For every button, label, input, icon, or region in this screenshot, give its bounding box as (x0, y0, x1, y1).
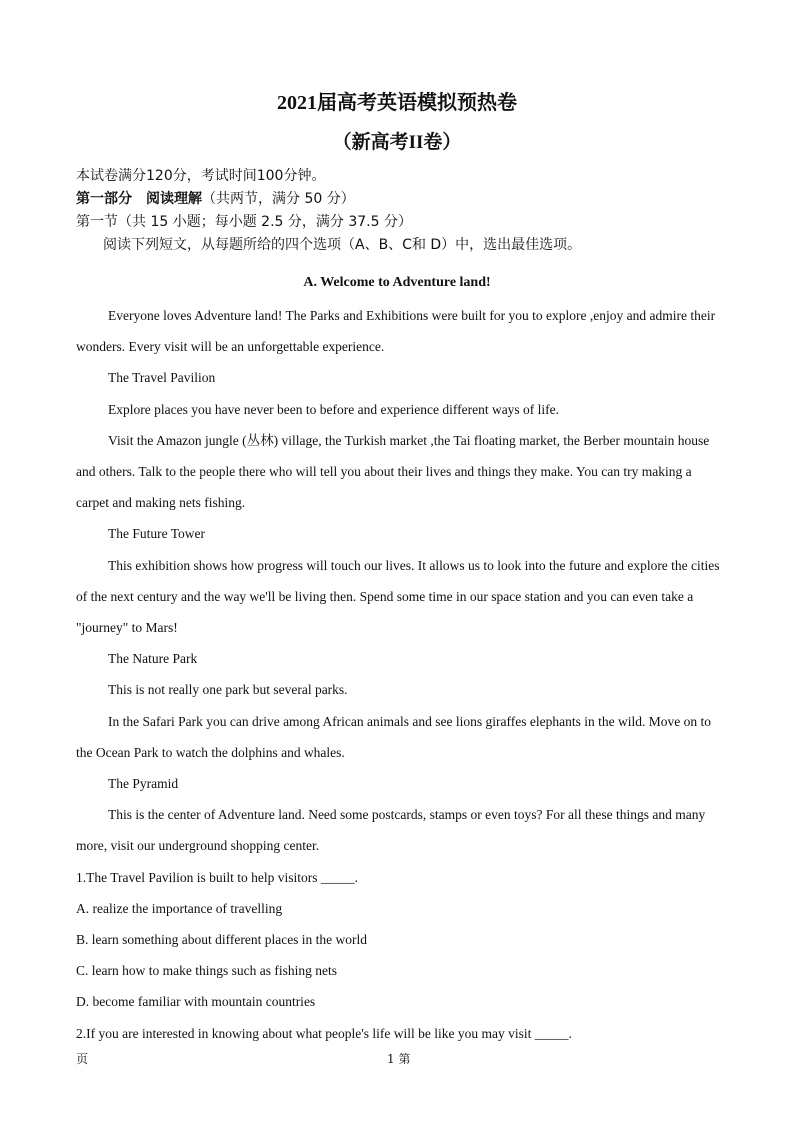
page-number: 1 第 (387, 1052, 411, 1066)
footer-left: 页 (76, 1052, 89, 1066)
question-1-option-c: C. learn how to make things such as fishing nets (76, 963, 337, 979)
paragraph: This exhibition shows how progress will touch our lives. It allows us to look into the future and explore the cities of the next century and the way we'll be living then. Spend some time in our space station and you can even take a "journey" to Mars! (76, 557, 720, 636)
question-1-option-b: B. learn something about different places in the world (76, 932, 368, 948)
instruction-text: 阅读下列短文，从每题所给的四个选项（A、B、C和 D）中，选出最佳选项。 (103, 237, 582, 253)
paragraph: In the Safari Park you can drive among African animals and see lions giraffes elephants in the wild. Move on to the Ocean Park to watch the dolphins and whales. (76, 713, 711, 760)
passage-title: A. Welcome to Adventure land! (303, 275, 491, 290)
paragraph-heading: The Future Tower (108, 526, 206, 542)
passage-body (76, 300, 720, 1049)
paragraph-heading: The Pyramid (108, 776, 179, 792)
paragraph: Everyone loves Adventure land! The Parks and Exhibitions were built for you to explore ,enjoy and admire their wonders. Every visit will be an unforgettable experience. (76, 308, 716, 355)
paragraph: This is the center of Adventure land. Need some postcards, stamps or even toys? For all these things and many more, visit our underground shopping center. (76, 807, 706, 854)
question-1-option-a: A. realize the importance of travelling (76, 900, 283, 916)
part-detail: （共两节，满分 50 分） (202, 191, 355, 207)
exam-info: 本试卷满分120分，考试时间100分钟。 (76, 168, 326, 184)
part-heading (76, 188, 355, 208)
question-1: 1.The Travel Pavilion is built to help visitors _____. (76, 869, 359, 885)
paragraph: Explore places you have never been to before and experience different ways of life. (108, 401, 560, 417)
part-title: 第一部分 阅读理解 (76, 191, 202, 207)
paragraph-heading: The Travel Pavilion (108, 370, 216, 386)
question-1-option-d: D. become familiar with mountain countries (76, 994, 316, 1010)
exam-title: 2021届高考英语模拟预热卷 (277, 92, 517, 114)
section-heading: 第一节（共 15 小题；每小题 2.5 分，满分 37.5 分） (76, 214, 412, 230)
question-2: 2.If you are interested in knowing about what people's life will be like you may visit _____. (76, 1025, 572, 1041)
paragraph: This is not really one park but several parks. (108, 682, 348, 698)
paragraph-heading: The Nature Park (108, 651, 198, 667)
paragraph: Visit the Amazon jungle (丛林) village, the Turkish market ,the Tai floating market, the Berber mountain house and others. Talk to the people there who will tell you about their lives and things they make. You can try making a carpet and making nets fishing. (76, 432, 710, 511)
exam-subtitle: （新高考II卷） (332, 132, 462, 153)
